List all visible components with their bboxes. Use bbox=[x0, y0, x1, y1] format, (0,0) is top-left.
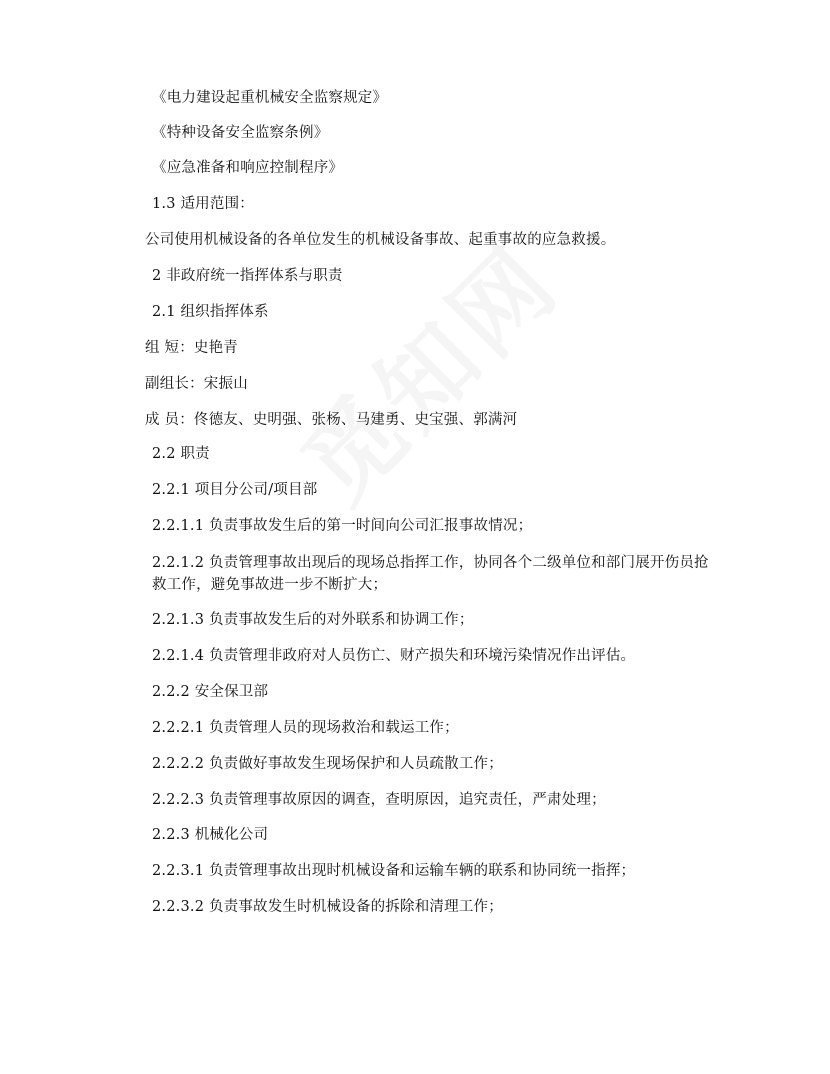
paragraph bbox=[152, 552, 712, 596]
paragraph: 2.2.2.1 负责管理人员的现场救治和载运工作； bbox=[152, 720, 459, 736]
section-heading: 2.2.1 项目分公司/项目部 bbox=[152, 482, 318, 498]
section-heading: 1.3 适用范围： bbox=[152, 196, 254, 212]
reference-line-2: 《特种设备安全监察条例》 bbox=[152, 125, 329, 141]
section-heading: 2.2.3 机械化公司 bbox=[152, 827, 269, 843]
paragraph: 2.2.1.4 负责管理非政府对人员伤亡、财产损失和环境污染情况作出评估。 bbox=[152, 648, 636, 664]
section-heading: 2.2 职责 bbox=[152, 446, 210, 462]
paragraph: 组 短：史艳青 bbox=[145, 340, 239, 356]
paragraph: 成 员：佟德友、史明强、张杨、马建勇、史宝强、郭满河 bbox=[145, 412, 518, 428]
paragraph: 2.2.2.3 负责管理事故原因的调查，查明原因，追究责任，严肃处理； bbox=[152, 792, 606, 808]
paragraph-text: 2.2.1.2 负责管理事故出现后的现场总指挥工作，协同各个二级单位和部门展开伤员抢救工作，避免事故进一步不断扩大； bbox=[152, 555, 709, 593]
section-heading: 2.1 组织指挥体系 bbox=[152, 304, 269, 320]
paragraph: 公司使用机械设备的各单位发生的机械设备事故、起重事故的应急救援。 bbox=[145, 232, 616, 248]
paragraph: 2.2.3.1 负责管理事故出现时机械设备和运输车辆的联系和协同统一指挥； bbox=[152, 863, 636, 879]
paragraph: 2.2.3.2 负责事故发生时机械设备的拆除和清理工作； bbox=[152, 899, 503, 915]
paragraph: 副组长：宋振山 bbox=[145, 376, 248, 392]
section-heading: 2.2.2 安全保卫部 bbox=[152, 684, 269, 700]
paragraph: 2.2.2.2 负责做好事故发生现场保护和人员疏散工作； bbox=[152, 756, 503, 772]
reference-line-1: 《电力建设起重机械安全监察规定》 bbox=[152, 90, 388, 106]
paragraph: 2.2.1.1 负责事故发生后的第一时间向公司汇报事故情况； bbox=[152, 518, 533, 534]
reference-line-3: 《应急准备和响应控制程序》 bbox=[152, 160, 344, 176]
paragraph: 2.2.1.3 负责事故发生后的对外联系和协调工作； bbox=[152, 612, 474, 628]
section-heading: 2 非政府统一指挥体系与职责 bbox=[152, 268, 343, 284]
